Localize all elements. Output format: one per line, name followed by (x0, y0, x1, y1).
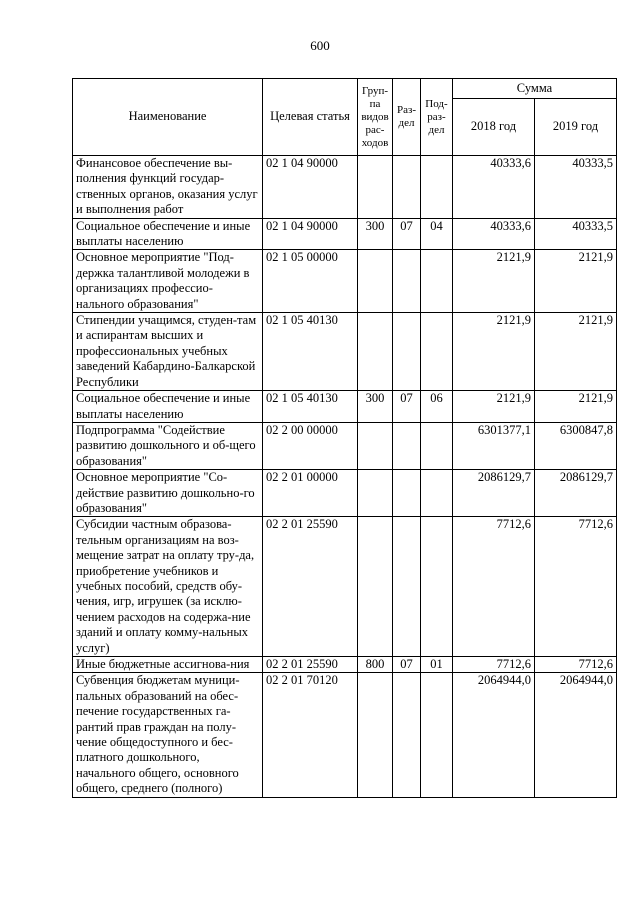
cell-section (393, 422, 421, 469)
cell-sum-2018: 2121,9 (453, 391, 535, 423)
table-row (73, 391, 617, 423)
cell-sum-2018: 40333,6 (453, 218, 535, 250)
header-year-2019: 2019 год (535, 99, 617, 156)
table-row (73, 673, 617, 797)
cell-target-code: 02 1 05 00000 (263, 250, 358, 313)
table-body (73, 156, 617, 798)
table-row (73, 218, 617, 250)
cell-expense-group (358, 156, 393, 219)
cell-sum-2018: 40333,6 (453, 156, 535, 219)
cell-target-code: 02 1 05 40130 (263, 313, 358, 391)
cell-sum-2018: 7712,6 (453, 657, 535, 673)
page-number: 600 (310, 38, 330, 53)
cell-expense-group (358, 422, 393, 469)
cell-name: Финансовое обеспечение вы-полнения функций государ-ственных органов, оказания услуг и выполнения работ (73, 156, 263, 219)
cell-expense-group (358, 673, 393, 797)
cell-name: Субвенция бюджетам муници-пальных образований на обес-печение государственных га-рантий прав граждан на полу-чение общедоступного и бес-платного дошкольного, начального общего, основного общего, среднего (полного) (73, 673, 263, 797)
cell-sum-2019: 40333,5 (535, 156, 617, 219)
cell-section (393, 517, 421, 657)
header-name: Наименование (73, 79, 263, 156)
cell-subsection: 06 (421, 391, 453, 423)
cell-expense-group (358, 250, 393, 313)
table-row (73, 156, 617, 219)
cell-sum-2019: 2064944,0 (535, 673, 617, 797)
cell-subsection (421, 313, 453, 391)
cell-section (393, 470, 421, 517)
cell-section: 07 (393, 391, 421, 423)
cell-expense-group (358, 313, 393, 391)
cell-subsection (421, 470, 453, 517)
header-section: Раз-дел (393, 79, 421, 156)
cell-sum-2019: 2121,9 (535, 391, 617, 423)
cell-sum-2019: 2121,9 (535, 250, 617, 313)
cell-subsection (421, 156, 453, 219)
cell-target-code: 02 2 01 70120 (263, 673, 358, 797)
cell-section (393, 250, 421, 313)
cell-target-code: 02 1 04 90000 (263, 218, 358, 250)
cell-expense-group (358, 470, 393, 517)
cell-name: Основное мероприятие "Под-держка талантливой молодежи в организациях профессио-нального образования" (73, 250, 263, 313)
header-expense-group: Груп-па видов рас-ходов (358, 79, 393, 156)
cell-name: Подпрограмма "Содействие развитию дошкольного и об-щего образования" (73, 422, 263, 469)
cell-sum-2019: 2121,9 (535, 313, 617, 391)
cell-target-code: 02 2 00 00000 (263, 422, 358, 469)
cell-sum-2018: 2086129,7 (453, 470, 535, 517)
cell-sum-2018: 2121,9 (453, 313, 535, 391)
cell-sum-2019: 7712,6 (535, 517, 617, 657)
cell-sum-2018: 7712,6 (453, 517, 535, 657)
cell-target-code: 02 1 05 40130 (263, 391, 358, 423)
table-row (73, 250, 617, 313)
cell-name: Социальное обеспечение и иные выплаты населению (73, 391, 263, 423)
cell-sum-2019: 7712,6 (535, 657, 617, 673)
table-row (73, 517, 617, 657)
cell-name: Стипендии учащимся, студен-там и аспирантам высших и профессиональных учебных заведений Кабардино-Балкарской Республики (73, 313, 263, 391)
cell-subsection (421, 517, 453, 657)
cell-sum-2019: 2086129,7 (535, 470, 617, 517)
cell-name: Иные бюджетные ассигнова-ния (73, 657, 263, 673)
header-code: Целевая статья (263, 79, 358, 156)
cell-target-code: 02 1 04 90000 (263, 156, 358, 219)
table-row (73, 422, 617, 469)
cell-subsection (421, 673, 453, 797)
cell-sum-2018: 2121,9 (453, 250, 535, 313)
cell-section: 07 (393, 657, 421, 673)
budget-table (72, 78, 617, 798)
cell-expense-group (358, 517, 393, 657)
header-year-2018: 2018 год (453, 99, 535, 156)
header-sum: Сумма (453, 79, 617, 99)
cell-sum-2018: 2064944,0 (453, 673, 535, 797)
cell-target-code: 02 2 01 25590 (263, 657, 358, 673)
cell-name: Субсидии частным образова-тельным организациям на воз-мещение затрат на оплату тру-да, приобретение учебников и учебных пособий, средств обу-чения, игр, игрушек (за исклю-чением расходов на содержа-ние зданий и оплату комму-нальных услуг) (73, 517, 263, 657)
cell-subsection (421, 250, 453, 313)
cell-sum-2019: 6300847,8 (535, 422, 617, 469)
cell-name: Социальное обеспечение и иные выплаты населению (73, 218, 263, 250)
cell-section (393, 156, 421, 219)
cell-subsection: 01 (421, 657, 453, 673)
cell-expense-group: 300 (358, 218, 393, 250)
table-row (73, 657, 617, 673)
cell-sum-2018: 6301377,1 (453, 422, 535, 469)
cell-sum-2019: 40333,5 (535, 218, 617, 250)
cell-section: 07 (393, 218, 421, 250)
cell-target-code: 02 2 01 00000 (263, 470, 358, 517)
cell-section (393, 673, 421, 797)
table-row (73, 470, 617, 517)
cell-expense-group: 800 (358, 657, 393, 673)
cell-name: Основное мероприятие "Со-действие развитию дошкольно-го образования" (73, 470, 263, 517)
header-subsection: Под-раз-дел (421, 79, 453, 156)
table-header (73, 79, 617, 156)
table-row (73, 313, 617, 391)
cell-subsection (421, 422, 453, 469)
cell-expense-group: 300 (358, 391, 393, 423)
cell-target-code: 02 2 01 25590 (263, 517, 358, 657)
cell-section (393, 313, 421, 391)
cell-subsection: 04 (421, 218, 453, 250)
